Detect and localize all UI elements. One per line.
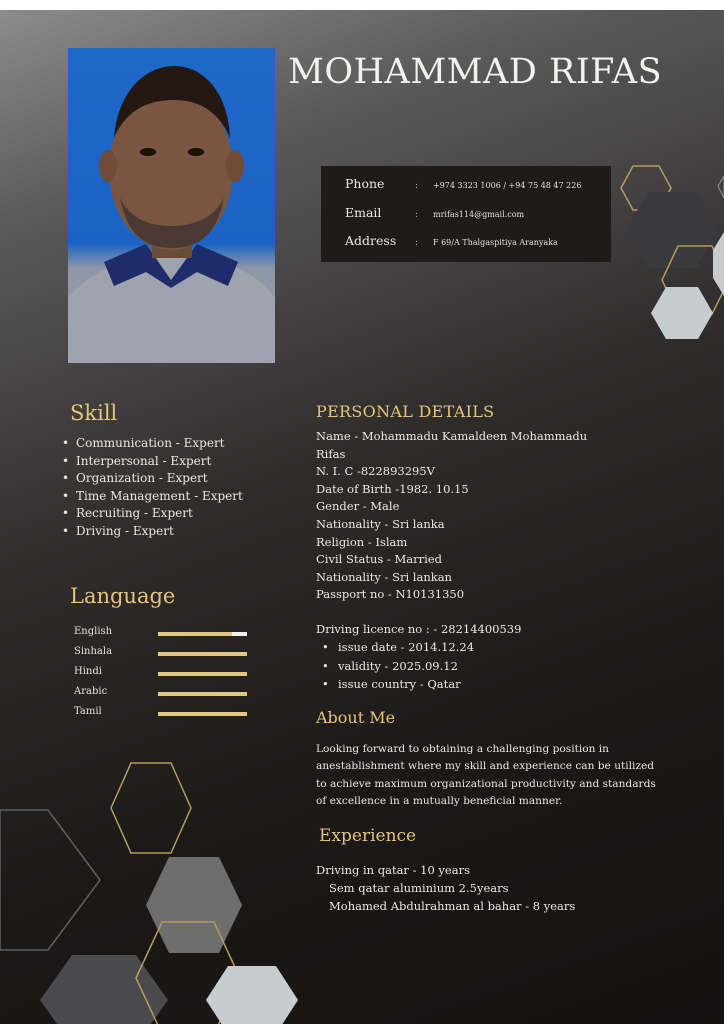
experience-line: Mohamed Abdulrahman al bahar - 8 years <box>329 899 576 913</box>
personal-detail-line: Gender - Male <box>316 499 400 514</box>
experience-line: Sem qatar aluminium 2.5years <box>329 881 509 895</box>
personal-detail-line: Nationality - Sri lankan <box>316 569 452 584</box>
experience-line: Driving in qatar - 10 years <box>316 863 470 877</box>
language-row <box>74 706 249 726</box>
contact-separator: : <box>415 238 419 248</box>
personal-details-heading: PERSONAL DETAILS <box>316 402 495 421</box>
skill-list <box>62 435 243 541</box>
hex-dark-top <box>626 192 718 268</box>
personal-detail-line: Rifas <box>316 446 346 461</box>
skill-item: • Organization - Expert <box>62 470 243 488</box>
experience-heading: Experience <box>319 826 417 846</box>
skill-item: • Communication - Expert <box>62 435 243 453</box>
contact-separator: : <box>415 210 419 220</box>
hex-outline-gray-big <box>0 810 100 950</box>
licence-detail-item: • issue country - Qatar <box>322 675 474 694</box>
personal-detail-line: Date of Birth -1982. 10.15 <box>316 481 469 496</box>
language-level-remainder <box>232 632 247 636</box>
personal-detail-line: Passport no - N10131350 <box>316 587 465 602</box>
hex-outline-gold-bottom <box>111 763 191 853</box>
candidate-name: MOHAMMAD RIFAS <box>288 52 663 92</box>
profile-photo <box>68 48 275 363</box>
language-name: Arabic <box>74 686 108 697</box>
language-level-bar <box>158 652 247 656</box>
personal-detail-line: N. I. C -822893295V <box>316 464 435 479</box>
hex-light-bottom <box>206 966 298 1024</box>
licence-detail-item: • validity - 2025.09.12 <box>322 657 474 676</box>
language-level-bar <box>158 692 247 696</box>
language-heading: Language <box>70 584 176 608</box>
driving-licence-details <box>322 638 474 694</box>
skill-heading: Skill <box>70 401 118 425</box>
skill-item: • Driving - Expert <box>62 523 243 541</box>
contact-email-label: Email <box>345 205 382 220</box>
language-row <box>74 666 249 686</box>
ear-left <box>99 150 117 182</box>
hex-gray-mid <box>146 857 242 953</box>
hex-dark-bottom <box>40 955 168 1024</box>
skill-item: • Time Management - Expert <box>62 488 243 506</box>
language-name: Hindi <box>74 666 102 677</box>
contact-email-value: mrifas114@gmail.com <box>433 210 525 219</box>
language-name: Tamil <box>74 706 102 717</box>
shirt <box>68 253 275 363</box>
contact-phone-row <box>345 176 581 196</box>
contact-panel <box>321 166 611 262</box>
contact-address-label: Address <box>345 233 397 248</box>
language-row <box>74 686 249 706</box>
language-level-bar <box>158 632 247 636</box>
language-level-bar <box>158 712 247 716</box>
personal-detail-line: Civil Status - Married <box>316 552 442 567</box>
hex-light-edge <box>713 232 724 296</box>
skill-item: • Recruiting - Expert <box>62 505 243 523</box>
hex-outline-edge <box>718 176 724 198</box>
contact-phone-value: +974 3323 1006 / +94 75 48 47 226 <box>433 181 582 190</box>
personal-detail-line: Name - Mohammadu Kamaldeen Mohammadu <box>316 429 588 443</box>
language-name: English <box>74 626 113 637</box>
experience-list <box>316 861 575 915</box>
personal-details <box>316 428 616 604</box>
about-heading: About Me <box>316 708 396 727</box>
contact-address-row <box>345 233 558 253</box>
driving-licence-number: Driving licence no : - 28214400539 <box>316 622 522 636</box>
language-row <box>74 626 249 646</box>
contact-email-row <box>345 205 524 225</box>
language-level-bar <box>158 672 247 676</box>
ear-right <box>226 150 244 182</box>
skill-item: • Interpersonal - Expert <box>62 453 243 471</box>
licence-detail-item: • issue date - 2014.12.24 <box>322 638 474 657</box>
language-row <box>74 646 249 666</box>
contact-phone-label: Phone <box>345 176 385 191</box>
contact-address-value: F 69/A Thalgaspitiya Aranyaka <box>433 238 558 247</box>
personal-detail-line: Nationality - Sri lanka <box>316 516 445 531</box>
language-name: Sinhala <box>74 646 113 657</box>
hex-light-top <box>651 287 713 339</box>
personal-detail-line: Religion - Islam <box>316 534 408 549</box>
contact-separator: : <box>415 181 419 191</box>
about-text: Looking forward to obtaining a challenging position in anestablishment where my skill and experience can be utilized to achieve maximum organizational productivity and standards of excellence in a mutually beneficial manner. <box>316 743 656 808</box>
